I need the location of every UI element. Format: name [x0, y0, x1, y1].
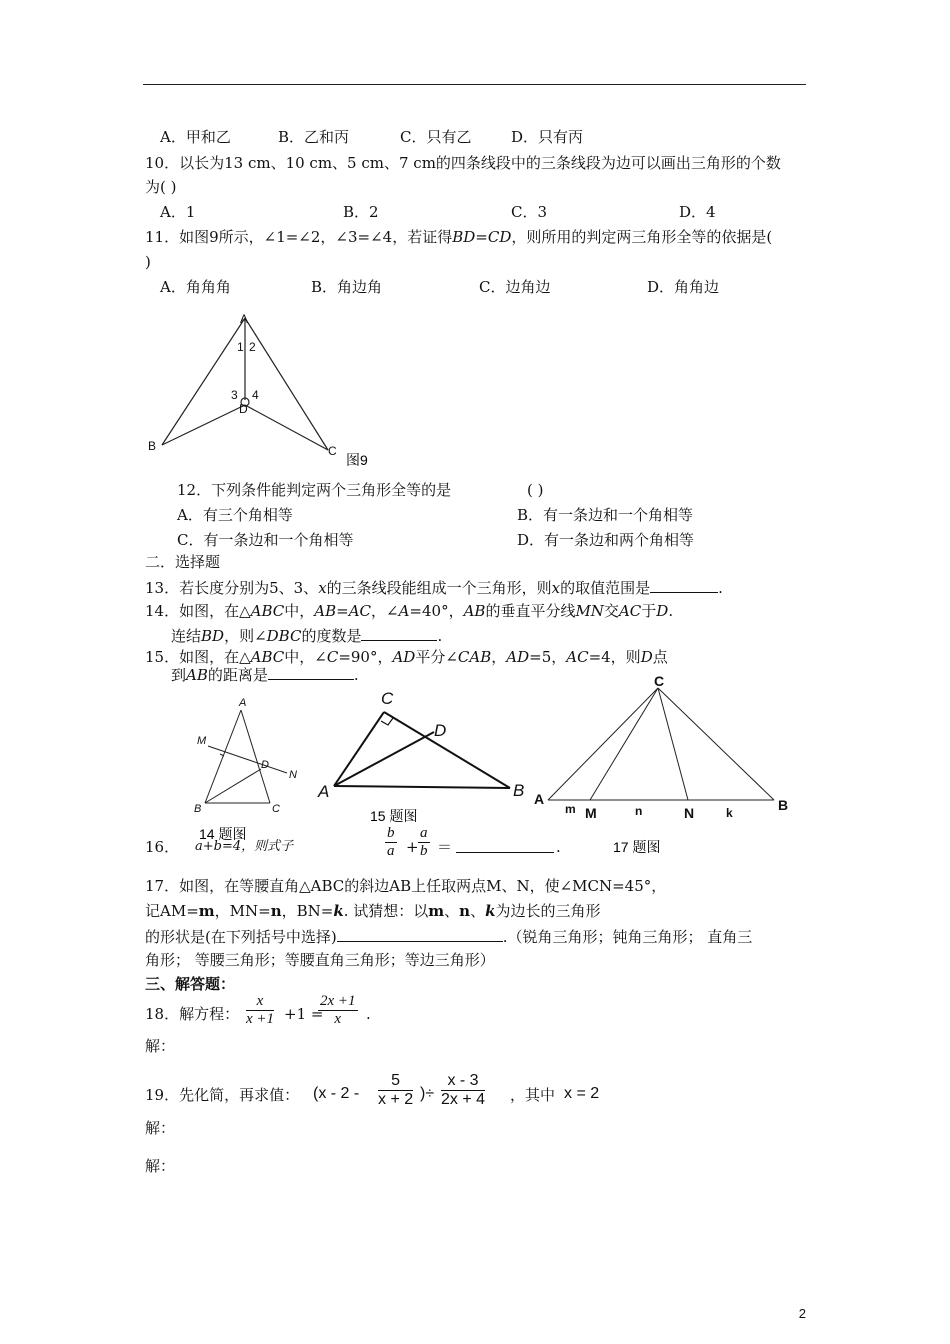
q19-f1-num: 5 — [378, 1072, 413, 1091]
q19-open: (x - 2 - — [313, 1085, 360, 1102]
fig9-label-2: 2 — [249, 340, 256, 354]
q17-n2: n — [459, 902, 471, 920]
q16-condition: a+b=4，则式子 — [195, 839, 294, 854]
q15-ad: AD — [392, 648, 416, 666]
q17-t8: 的形状是(在下列括号中选择) — [145, 928, 337, 946]
q16-f2-num: a — [420, 825, 428, 841]
q10-option-a: A．1 — [160, 203, 196, 221]
q10-stem-line2: 为( ) — [145, 178, 177, 196]
q13 — [145, 578, 723, 597]
q12-option-c: C．有一条边和一个角相等 — [177, 531, 354, 549]
q11-option-c: C．边角边 — [479, 278, 551, 296]
q17-t5: 、 — [444, 902, 460, 920]
q15-line2 — [171, 665, 359, 684]
page-number: 2 — [798, 1306, 806, 1321]
q15-t9: 到 — [171, 666, 187, 684]
q11-bd: BD — [452, 228, 476, 246]
q17-m: m — [198, 902, 215, 920]
q16-end: . — [556, 838, 561, 856]
q14-d: D — [656, 602, 669, 620]
q19-stem: 19．先化简，再求值： — [145, 1086, 300, 1104]
q14-t1: 14．如图，在△ — [145, 602, 251, 620]
q17-t6: 、 — [470, 902, 486, 920]
fig14-label-c: C — [272, 803, 280, 815]
q12-option-d: D．有一条边和两个角相等 — [517, 531, 695, 549]
q19-solution-1: 解： — [145, 1119, 176, 1137]
fig9-label-b: B — [148, 439, 157, 453]
fig15-label-c: C — [381, 689, 394, 708]
figure-14 — [190, 693, 320, 853]
q14-ac: AC — [618, 602, 642, 620]
figure-15 — [312, 685, 532, 835]
q12-paren: ( ) — [527, 481, 544, 499]
q14-t4: =40°， — [409, 602, 464, 620]
q14-line2 — [171, 626, 442, 645]
q15-t10: 的距离是 — [207, 666, 268, 684]
q17-line3 — [145, 927, 752, 946]
fig9-label-c: C — [328, 444, 337, 458]
q11-stem-b: ，则所用的判定两三角形全等的依据是( — [511, 228, 773, 246]
q13-end: . — [718, 579, 723, 597]
q18-f1-num: x — [246, 993, 274, 1011]
q10-stem-line1: 10．以长为13 cm、10 cm、5 cm、7 cm的四条线段中的三条线段为边可以画出三角形的个数 — [145, 154, 781, 172]
q9-option-d: D．只有丙 — [511, 128, 584, 146]
fig9-label-d: D — [239, 402, 248, 416]
q15-d: D — [640, 648, 653, 666]
header-rule — [143, 84, 806, 85]
q17-blank[interactable] — [337, 927, 503, 942]
q16-eq: ＝ — [437, 838, 453, 856]
fig9-label-1: 1 — [237, 340, 244, 354]
q17-line2 — [145, 902, 601, 920]
q13-b: 的三条线段能组成一个三角形，则 — [326, 579, 552, 597]
q16-fraction-1 — [385, 825, 397, 860]
fig14-label-d: D — [261, 759, 269, 771]
q16-f1-num: b — [387, 825, 395, 841]
fig14-caption: 14 题图 — [199, 826, 247, 842]
q15-c: C — [326, 648, 339, 666]
q14-mn: MN — [575, 602, 604, 620]
q14-bd: BD — [201, 627, 225, 645]
q10-option-d: D．4 — [679, 203, 716, 221]
q19-where: ，其中 — [510, 1086, 556, 1104]
q18-fraction-1 — [246, 993, 274, 1028]
q14-t2: 中， — [284, 602, 315, 620]
q14-t6: 交 — [603, 602, 619, 620]
q15-t3: =90°， — [338, 648, 393, 666]
fig17-caption: 17 题图 — [613, 839, 661, 855]
q13-c: 的取值范围是 — [560, 579, 651, 597]
q17-t2: ，MN= — [214, 902, 271, 920]
q15-t4: 平分∠ — [415, 648, 458, 666]
q10-option-c: C．3 — [511, 203, 548, 221]
section-3-heading: 三、解答题： — [145, 975, 236, 993]
q15-cab: CAB — [457, 648, 492, 666]
q18-f1-den: x +1 — [246, 1011, 275, 1027]
q14-line1 — [145, 602, 673, 620]
fig17-label-b: B — [778, 797, 789, 813]
fig14-label-m: M — [197, 735, 207, 747]
q11-stem-line2: ) — [145, 253, 151, 271]
q11-stem-a: 11．如图9所示，∠1=∠2，∠3=∠4，若证得 — [145, 228, 453, 246]
q14-a: A — [398, 602, 410, 620]
fig15-label-a: A — [318, 782, 330, 801]
q17-t1: 记AM= — [145, 902, 199, 920]
q17-k: k — [333, 902, 344, 920]
q16-fraction-2 — [418, 825, 430, 860]
fig9-label-a: A — [240, 312, 249, 326]
q12-stem: 12．下列条件能判定两个三角形全等的是 — [177, 481, 452, 499]
q15-t1: 15．如图，在△ — [145, 648, 251, 666]
q18-stem: 18．解方程： — [145, 1005, 240, 1023]
q11-option-b: B．角边角 — [311, 278, 383, 296]
q9-option-a: A．甲和乙 — [160, 128, 231, 146]
fig14-label-b: B — [194, 803, 202, 815]
q14-t10: ，则∠ — [224, 627, 267, 645]
q18-solution: 解： — [145, 1037, 176, 1055]
q14-t9: 连结 — [171, 627, 202, 645]
q13-a: 13．若长度分别为5、3、 — [145, 579, 319, 597]
q11-option-d: D．角角边 — [647, 278, 720, 296]
q19-fraction-2 — [441, 1072, 485, 1109]
fig15-caption: 15 题图 — [370, 808, 418, 824]
q10-option-b: B．2 — [343, 203, 379, 221]
q11-option-a: A．角角角 — [160, 278, 231, 296]
q14-t8: . — [668, 602, 674, 620]
q11-eq: = — [475, 228, 488, 246]
q17-t9: .（锐角三角形；钝角三角形； 直角三 — [502, 928, 753, 946]
q9-option-b: B．乙和丙 — [278, 128, 350, 146]
q14-dbc: DBC — [266, 627, 302, 645]
q13-x2: x — [551, 579, 561, 597]
q16-f1-den: a — [387, 843, 395, 859]
q16-f2-den: b — [420, 843, 428, 859]
q16-num: 16． — [145, 838, 180, 856]
q12-option-a: A．有三个角相等 — [177, 506, 293, 524]
q19-solution-2: 解： — [145, 1157, 176, 1175]
q18-plus-one: +1 = — [284, 1005, 324, 1023]
q15-abc: ABC — [250, 648, 285, 666]
fig9-label-3: 3 — [231, 388, 238, 402]
figure-17 — [530, 672, 795, 862]
q14-t7: 于 — [641, 602, 657, 620]
q14-t3: ，∠ — [371, 602, 399, 620]
section-2-heading: 二．选择题 — [145, 553, 221, 571]
q17-line4: 角形； 等腰三角形；等腰直角三角形；等边三角形） — [145, 951, 495, 969]
q15-line1 — [145, 648, 668, 666]
q17-t7: 为边长的三角形 — [495, 902, 601, 920]
q17-line1: 17．如图，在等腰直角△ABC的斜边AB上任取两点M、N，使∠MCN=45°， — [145, 877, 667, 895]
q15-ac: AC — [566, 648, 589, 666]
q14-t11: 的度数是 — [301, 627, 362, 645]
q14-t5: 的垂直平分线 — [485, 602, 576, 620]
q15-blank[interactable] — [268, 665, 354, 680]
fig15-label-b: B — [513, 781, 525, 800]
q19-f1-den: x + 2 — [378, 1091, 414, 1108]
fig14-label-n: N — [289, 769, 297, 781]
q19-f2-den: 2x + 4 — [441, 1091, 486, 1108]
fig14-label-a: A — [239, 697, 247, 709]
q18-f2-num: 2x +1 — [320, 993, 356, 1009]
q16-blank[interactable] — [456, 838, 554, 853]
fig17-label-m-small: m — [565, 802, 576, 816]
q12-option-b: B．有一条边和一个角相等 — [517, 506, 694, 524]
fig17-label-k: k — [726, 806, 733, 820]
q19-fraction-1 — [378, 1072, 413, 1109]
q15-t8: 点 — [652, 648, 668, 666]
q15-t2: 中，∠ — [284, 648, 327, 666]
q19-f2-num: x - 3 — [441, 1072, 485, 1091]
q15-t6: =5， — [529, 648, 567, 666]
q13-x: x — [318, 579, 327, 597]
q13-blank[interactable] — [650, 578, 718, 593]
q19-close: )÷ — [420, 1085, 435, 1102]
q15-ab: AB — [186, 666, 208, 684]
q18-f2-den: x — [334, 1011, 342, 1027]
fig17-label-n: N — [684, 805, 695, 821]
fig17-label-m: M — [585, 805, 597, 821]
q17-k2: k — [485, 902, 496, 920]
q19-x-value: x = 2 — [564, 1085, 600, 1102]
fig17-label-a: A — [534, 791, 545, 807]
q16-plus: + — [406, 838, 419, 856]
fig17-label-n-small: n — [635, 804, 643, 818]
q17-n: n — [270, 902, 282, 920]
q14-t12: . — [437, 627, 443, 645]
q17-t3: ，BN= — [281, 902, 334, 920]
q15-t11: . — [353, 666, 359, 684]
q14-abc: ABC — [250, 602, 285, 620]
fig9-label-4: 4 — [252, 388, 259, 402]
q17-m2: m — [428, 902, 445, 920]
q9-option-c: C．只有乙 — [400, 128, 472, 146]
q15-ad2: AD — [506, 648, 530, 666]
fig15-label-d: D — [434, 721, 447, 740]
q17-t4: . 试猜想：以 — [343, 902, 429, 920]
fig9-caption: 图9 — [346, 452, 368, 468]
q14-blank[interactable] — [361, 626, 437, 641]
q14-abac: AB=AC — [314, 602, 371, 620]
q18-end: . — [366, 1005, 371, 1023]
q15-t7: =4，则 — [588, 648, 641, 666]
fig17-label-c: C — [654, 673, 665, 689]
figure-9 — [140, 310, 400, 470]
q11-stem-line1 — [145, 228, 772, 246]
q11-cd: CD — [487, 228, 512, 246]
q15-t5: ， — [491, 648, 507, 666]
q14-ab: AB — [463, 602, 486, 620]
q18-fraction-2 — [318, 993, 358, 1028]
